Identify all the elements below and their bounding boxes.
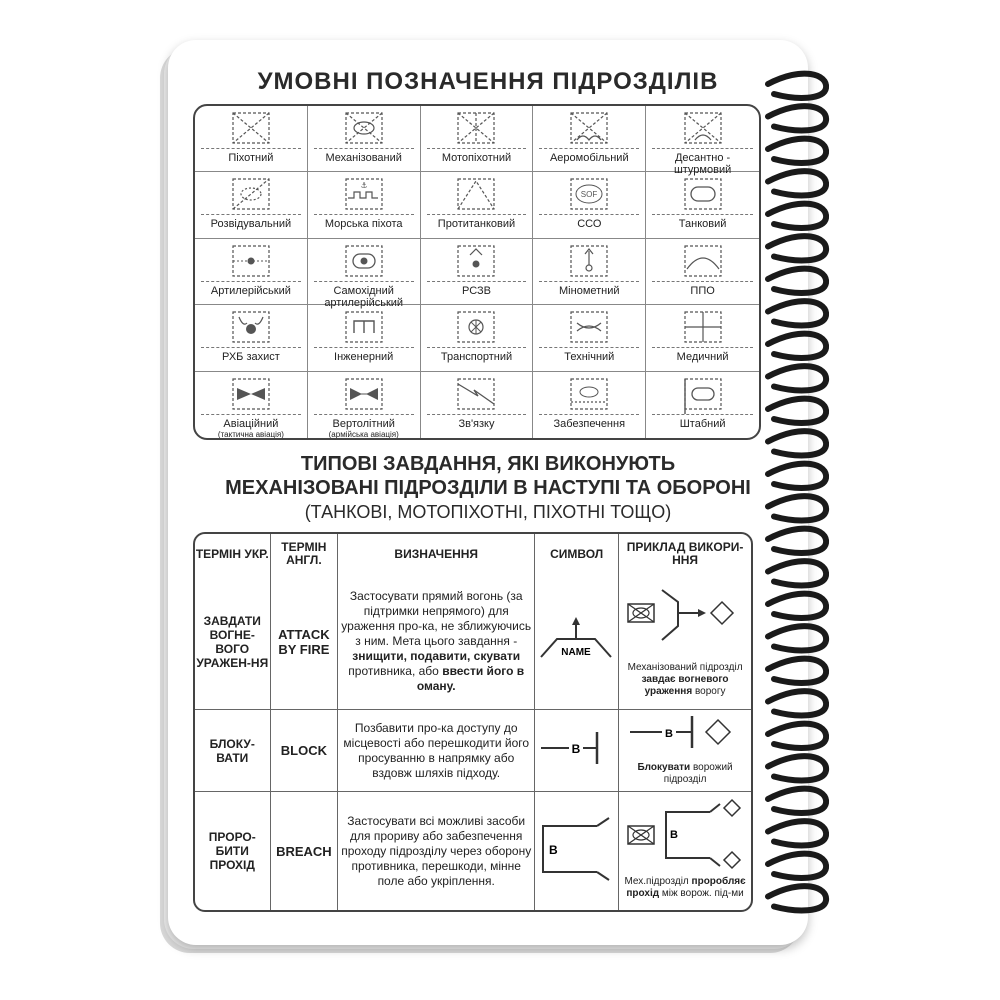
unit-symbol-cell (195, 172, 308, 238)
attack-by-fire-symbol-icon (537, 599, 617, 679)
dashed-divider (427, 214, 527, 215)
dashed-divider (201, 148, 301, 149)
antitank-icon (444, 176, 508, 214)
unit-label: Артилерійський (210, 284, 291, 297)
symbol-label: B (670, 829, 679, 841)
dashed-divider (201, 347, 301, 348)
air-assault-icon (671, 110, 735, 148)
dashed-divider (201, 281, 301, 282)
dashed-divider (539, 281, 639, 282)
dashed-divider (652, 414, 753, 415)
table-row (195, 710, 751, 792)
aviation-icon (219, 376, 283, 414)
unit-label: РХБ захист (221, 351, 280, 364)
unit-label: Танковий (678, 218, 727, 231)
supply-icon (557, 376, 621, 414)
unit-symbol-cell (308, 372, 421, 438)
unit-label: Мотопіхотний (441, 152, 512, 164)
unit-symbol-cell (195, 372, 308, 438)
dashed-divider (539, 347, 639, 348)
binding-ring (768, 74, 826, 98)
binding-ring (768, 821, 826, 845)
breach-example-icon (622, 798, 748, 870)
symbol-label: B (571, 742, 581, 756)
example-caption: Мех.підрозділ проробляє прохід між ворож. під-ми (624, 876, 746, 899)
dashed-divider (314, 281, 414, 282)
unit-label: Штабний (679, 417, 726, 430)
dashed-divider (201, 214, 301, 215)
definition: Застосувати всі можливі засоби для прориву або забезпечення проходу підрозділу через оборону противника, перешкоди, мінне поле або укріплення. (338, 792, 535, 910)
binding-ring (768, 691, 826, 715)
example-cell (619, 792, 751, 910)
term-en: ATTACK BY FIRE (271, 574, 339, 710)
dashed-divider (427, 281, 527, 282)
unit-symbol-cell (646, 372, 759, 438)
binding-ring (768, 561, 826, 585)
dashed-divider (539, 214, 639, 215)
unit-label: Вертолітний (армійська авіація) (310, 418, 418, 439)
example-cell (619, 710, 751, 792)
unit-symbol-cell (308, 172, 421, 238)
unit-symbol-cell (646, 305, 759, 371)
armor-icon (671, 176, 735, 214)
table-row (195, 574, 751, 710)
binding-ring (768, 886, 826, 910)
term-en: BLOCK (271, 710, 339, 792)
unit-symbol-cell (533, 305, 646, 371)
legend-title: УМОВНІ ПОЗНАЧЕННЯ ПІДРОЗДІЛІВ (257, 68, 719, 95)
unit-note: (тактична авіація) (217, 429, 284, 439)
symbol-cell (535, 574, 619, 710)
header-definition: ВИЗНАЧЕННЯ (338, 534, 535, 574)
engineer-icon (332, 309, 396, 347)
airmobile-icon (557, 110, 621, 148)
unit-symbol-cell (533, 239, 646, 305)
svg-text:SOF: SOF (581, 190, 598, 200)
binding-ring (768, 659, 826, 683)
definition: Позбавити про-ка доступу до місцевості або перешкодити його просуванню в напрямку або вздовж шляхів підходу. (338, 710, 535, 792)
unit-label: ППО (690, 284, 715, 297)
dashed-divider (427, 414, 527, 415)
mortar-icon (557, 243, 621, 281)
self-propelled-artillery-icon (332, 243, 396, 281)
binding-ring (768, 366, 826, 390)
maintenance-icon (557, 309, 621, 347)
unit-label: Десантно - штурмовий (673, 152, 732, 176)
example-caption: Блокувати ворожий підрозділ (637, 761, 733, 785)
symbol-cell (535, 792, 619, 910)
symbol-label: B (548, 842, 558, 857)
binding-ring (768, 334, 826, 358)
unit-symbol-cell (195, 239, 308, 305)
header-example: ПРИКЛАД ВИКОРИ-ННЯ (626, 540, 744, 567)
tasks-table (193, 532, 753, 912)
dashed-divider (314, 148, 414, 149)
term-en: BREACH (271, 792, 339, 910)
binding-ring (768, 106, 826, 130)
unit-label: Самохідний артилерійський (324, 284, 404, 309)
cbrn-icon (219, 309, 283, 347)
binding-ring (768, 236, 826, 260)
marines-icon (332, 176, 396, 214)
unit-label: Протитанковий (437, 218, 516, 231)
reconnaissance-icon (219, 176, 283, 214)
dashed-divider (652, 214, 753, 215)
unit-label: Піхотний (228, 152, 274, 164)
dashed-divider (314, 347, 414, 348)
binding-ring (768, 431, 826, 455)
unit-symbol-cell (533, 172, 646, 238)
special-ops-icon (557, 176, 621, 214)
headquarters-icon (671, 376, 735, 414)
binding-ring (768, 724, 826, 748)
unit-symbol-cell (646, 106, 759, 176)
notebook-page (168, 40, 808, 945)
dashed-divider (314, 214, 414, 215)
term-ua: ЗАВДАТИ ВОГНЕ-ВОГО УРАЖЕН-НЯ (195, 574, 271, 710)
binding-ring (768, 854, 826, 878)
tasks-title-line2: МЕХАНІЗОВАНІ ПІДРОЗДІЛИ В НАСТУПІ ТА ОБОРОНІ (225, 477, 751, 499)
unit-label: Розвідувальний (210, 218, 292, 231)
signal-icon (444, 376, 508, 414)
dashed-divider (427, 347, 527, 348)
binding-ring (768, 756, 826, 780)
binding-ring (768, 626, 826, 650)
unit-symbol-cell (646, 172, 759, 238)
binding-ring (768, 399, 826, 423)
breach-symbol-icon (537, 814, 617, 884)
unit-label: Морська піхота (324, 218, 403, 231)
header-term-ua: ТЕРМІН УКР. (195, 534, 271, 574)
unit-symbol-cell (421, 372, 534, 438)
medical-icon (671, 309, 735, 347)
unit-label: Транспортний (440, 351, 513, 364)
transport-icon (444, 309, 508, 347)
air-defense-icon (671, 243, 735, 281)
unit-label: Авіаційний (тактична авіація) (197, 418, 305, 439)
svg-text:⚓: ⚓ (360, 181, 368, 191)
binding-ring (768, 204, 826, 228)
unit-symbol-cell (421, 172, 534, 238)
example-cell (619, 574, 751, 710)
unit-label: Механізований (325, 152, 402, 164)
symbol-label: B (665, 727, 674, 740)
dashed-divider (539, 414, 639, 415)
mlrs-icon (444, 243, 508, 281)
block-example-icon (622, 712, 748, 756)
definition: Застосувати прямий вогонь (за підтримки непрямого) для ураження про-ка, не зближуючись з ним. Мета цього завдання - знищити, подавити, скувати противника, або ввести його в оману. (338, 574, 535, 710)
unit-note: (армійська авіація) (328, 429, 399, 439)
unit-symbol-cell (308, 106, 421, 172)
attack-by-fire-example-icon (622, 582, 748, 656)
binding-ring (768, 171, 826, 195)
binding-ring (768, 529, 826, 553)
header-term-en: ТЕРМІН АНГЛ. (271, 534, 339, 574)
unit-symbols-grid (193, 104, 761, 440)
table-header-row (195, 534, 751, 574)
binding-ring (768, 301, 826, 325)
dashed-divider (652, 148, 753, 149)
binding-ring (768, 269, 826, 293)
term-ua: ПРОРО-БИТИ ПРОХІД (195, 792, 271, 910)
binding-ring (768, 464, 826, 488)
dashed-divider (652, 281, 753, 282)
unit-symbol-cell (421, 305, 534, 371)
unit-symbol-cell (533, 106, 646, 172)
unit-symbol-cell (308, 239, 421, 309)
header-symbol: СИМВОЛ (535, 534, 619, 574)
table-row (195, 792, 751, 910)
infantry-icon (219, 110, 283, 148)
unit-symbol-cell (533, 372, 646, 438)
dashed-divider (314, 414, 414, 415)
term-ua: БЛОКУ-ВАТИ (195, 710, 271, 792)
unit-label: Інженерний (334, 351, 394, 364)
unit-symbol-cell (308, 305, 421, 371)
dashed-divider (427, 148, 527, 149)
artillery-icon (219, 243, 283, 281)
block-symbol-icon (537, 728, 617, 768)
binding-ring (768, 496, 826, 520)
mechanized-icon (332, 110, 396, 148)
spiral-binding (762, 60, 852, 960)
binding-ring (768, 594, 826, 618)
unit-label: ССО (577, 218, 602, 231)
unit-label: Зв'язку (458, 417, 495, 430)
symbol-cell (535, 710, 619, 792)
dashed-divider (539, 148, 639, 149)
motorized-infantry-icon (444, 110, 508, 148)
tasks-title-line1: ТИПОВІ ЗАВДАННЯ, ЯКІ ВИКОНУЮТЬ (300, 453, 676, 475)
helicopter-icon (332, 376, 396, 414)
symbol-label: NAME (560, 647, 591, 658)
unit-label: Технічний (564, 351, 615, 364)
tasks-subtitle: (ТАНКОВІ, МОТОПІХОТНІ, ПІХОТНІ ТОЩО) (304, 502, 672, 522)
unit-symbol-cell (421, 239, 534, 305)
tasks-title (168, 452, 808, 524)
binding-ring (768, 139, 826, 163)
unit-label: Медичний (676, 351, 729, 364)
unit-label: Аеромобільний (549, 152, 629, 164)
binding-ring (768, 789, 826, 813)
dashed-divider (652, 347, 753, 348)
unit-symbol-cell (646, 239, 759, 305)
unit-label: РСЗВ (461, 284, 491, 297)
unit-symbol-cell (195, 305, 308, 371)
unit-label: Мінометний (559, 284, 620, 297)
example-caption: Механізований підрозділ завдає вогневого ураження ворогу (627, 661, 743, 697)
unit-symbol-cell (421, 106, 534, 172)
dashed-divider (201, 414, 301, 415)
unit-label: Забезпечення (553, 417, 626, 430)
unit-symbol-cell (195, 106, 308, 172)
